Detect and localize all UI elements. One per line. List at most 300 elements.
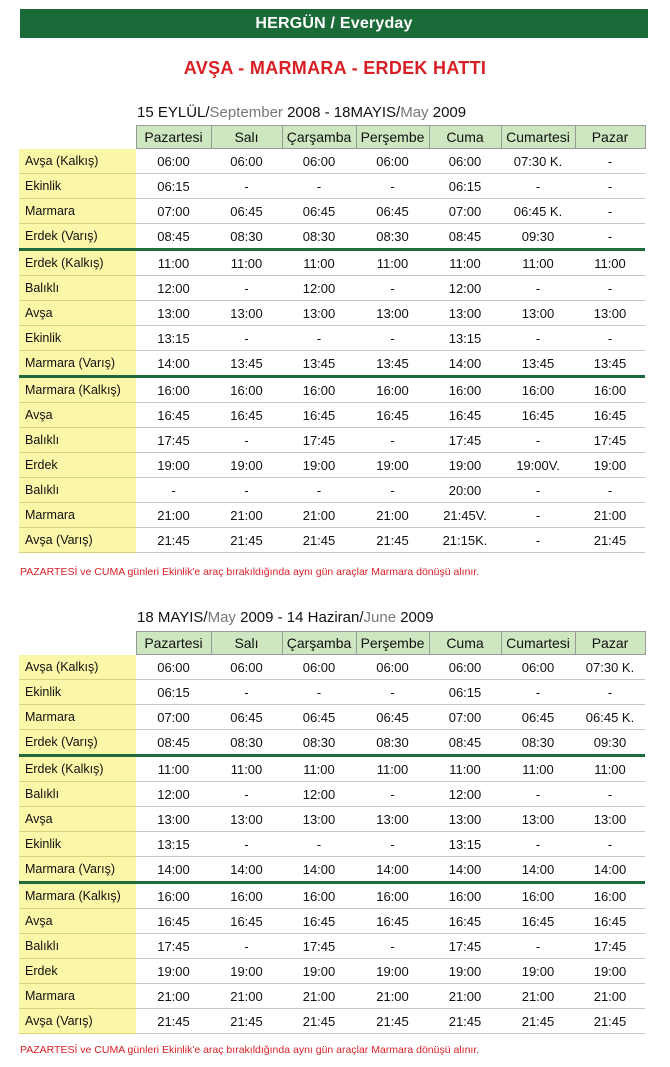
time-cell: 06:15 (429, 174, 501, 199)
time-cell: 19:00 (356, 453, 429, 478)
time-cell: 21:45V. (429, 503, 501, 528)
table-row (19, 756, 645, 782)
time-cell: 06:00 (136, 149, 211, 174)
footnote-2: PAZARTESİ ve CUMA günleri Ekinlik'e araç bırakıldığında aynı gün araçlar Marmara dönüşü alınır. (20, 1044, 480, 1056)
time-cell: 06:45 (211, 199, 282, 224)
time-cell: 11:00 (136, 250, 211, 276)
stop-name: Erdek (Kalkış) (19, 756, 136, 782)
time-cell: 16:00 (575, 377, 645, 403)
table-row (19, 199, 645, 224)
time-cell: 21:00 (211, 503, 282, 528)
time-cell: 06:15 (136, 174, 211, 199)
time-cell: 21:00 (501, 984, 575, 1009)
time-cell: 11:00 (211, 756, 282, 782)
table-row (19, 1009, 645, 1034)
time-cell: 16:00 (282, 883, 356, 909)
day-header: Pazar (575, 632, 645, 655)
time-cell: 16:45 (136, 403, 211, 428)
table-row (19, 934, 645, 959)
time-cell: 12:00 (282, 276, 356, 301)
time-cell: 21:45 (356, 1009, 429, 1034)
stop-name: Erdek (Varış) (19, 730, 136, 756)
time-cell: - (575, 782, 645, 807)
time-cell: 08:30 (356, 730, 429, 756)
time-cell: 11:00 (282, 250, 356, 276)
time-cell: 19:00 (575, 959, 645, 984)
period-text: 15 EYLÜL/ (137, 104, 210, 121)
time-cell: 13:00 (356, 807, 429, 832)
time-cell: 11:00 (211, 250, 282, 276)
time-cell: 13:15 (136, 832, 211, 857)
time-cell: 17:45 (429, 934, 501, 959)
time-cell: 16:45 (575, 403, 645, 428)
stop-name: Balıklı (19, 276, 136, 301)
time-cell: 07:00 (429, 705, 501, 730)
day-header: Cumartesi (501, 632, 575, 655)
stop-name: Avşa (19, 807, 136, 832)
time-cell: 14:00 (429, 857, 501, 883)
day-header: Perşembe (356, 126, 429, 149)
stop-name: Marmara (19, 984, 136, 1009)
time-cell: - (501, 428, 575, 453)
time-cell: - (575, 832, 645, 857)
table-row (19, 149, 645, 174)
time-cell: - (356, 326, 429, 351)
table-row (19, 959, 645, 984)
time-cell: 21:00 (356, 503, 429, 528)
table-row (19, 428, 645, 453)
time-cell: - (575, 174, 645, 199)
time-cell: 11:00 (356, 756, 429, 782)
time-cell: - (501, 174, 575, 199)
time-cell: 16:45 (211, 403, 282, 428)
time-cell: - (211, 326, 282, 351)
time-cell: 19:00 (136, 453, 211, 478)
time-cell: 19:00 (282, 959, 356, 984)
time-cell: 19:00 (429, 453, 501, 478)
stop-name: Ekinlik (19, 326, 136, 351)
time-cell: 13:45 (211, 351, 282, 377)
time-cell: 21:00 (136, 503, 211, 528)
time-cell: 16:00 (356, 883, 429, 909)
time-cell: 14:00 (575, 857, 645, 883)
table-row (19, 730, 645, 756)
table-row (19, 807, 645, 832)
time-cell: 11:00 (575, 250, 645, 276)
stop-name: Balıklı (19, 782, 136, 807)
time-cell: 11:00 (356, 250, 429, 276)
time-cell: 06:00 (282, 149, 356, 174)
time-cell: 08:30 (282, 730, 356, 756)
time-cell: 13:00 (136, 301, 211, 326)
time-cell: 16:00 (211, 883, 282, 909)
table-row (19, 528, 645, 553)
stop-name: Balıklı (19, 934, 136, 959)
day-header: Cuma (429, 632, 501, 655)
time-cell: 11:00 (136, 756, 211, 782)
time-cell: 21:45 (282, 1009, 356, 1034)
time-cell: 06:45 (282, 705, 356, 730)
time-cell: 16:45 (136, 909, 211, 934)
time-cell: 14:00 (356, 857, 429, 883)
time-cell: 12:00 (136, 782, 211, 807)
time-cell: 16:00 (211, 377, 282, 403)
time-cell: 17:45 (282, 934, 356, 959)
time-cell: 21:00 (356, 984, 429, 1009)
table-row (19, 857, 645, 883)
table-row (19, 250, 645, 276)
time-cell: - (282, 174, 356, 199)
stop-name: Avşa (Kalkış) (19, 655, 136, 680)
time-cell: 16:00 (282, 377, 356, 403)
time-cell: 16:00 (501, 883, 575, 909)
header-corner (19, 632, 136, 655)
time-cell: 21:45 (211, 1009, 282, 1034)
stop-name: Avşa (Varış) (19, 528, 136, 553)
day-header: Çarşamba (282, 126, 356, 149)
table-row (19, 478, 645, 503)
table-row (19, 655, 645, 680)
time-cell: 16:00 (575, 883, 645, 909)
header-corner (19, 126, 136, 149)
time-cell: - (211, 782, 282, 807)
table-row (19, 984, 645, 1009)
time-cell: 16:45 (282, 909, 356, 934)
stop-name: Marmara (19, 199, 136, 224)
time-cell: 13:00 (282, 301, 356, 326)
table-row (19, 680, 645, 705)
time-cell: 06:45 K. (501, 199, 575, 224)
time-cell: 13:00 (136, 807, 211, 832)
time-cell: 06:15 (429, 680, 501, 705)
time-cell: 21:45 (501, 1009, 575, 1034)
time-cell: 17:45 (282, 428, 356, 453)
time-cell: 16:45 (429, 403, 501, 428)
time-cell: - (501, 528, 575, 553)
time-cell: 13:00 (429, 807, 501, 832)
period-text-en: June (363, 609, 397, 626)
stop-name: Ekinlik (19, 832, 136, 857)
time-cell: 21:45 (356, 528, 429, 553)
period-text-en: May (400, 104, 429, 121)
time-cell: 06:00 (429, 149, 501, 174)
time-cell: - (282, 326, 356, 351)
time-cell: - (501, 326, 575, 351)
time-cell: 16:00 (136, 377, 211, 403)
time-cell: 21:45 (136, 528, 211, 553)
header-row (19, 632, 645, 655)
stop-name: Marmara (19, 503, 136, 528)
time-cell: 21:45 (575, 1009, 645, 1034)
period-text-en: May (207, 609, 236, 626)
time-cell: 12:00 (429, 276, 501, 301)
time-cell: 21:45 (136, 1009, 211, 1034)
time-cell: 11:00 (429, 250, 501, 276)
time-cell: 06:00 (429, 655, 501, 680)
table-row (19, 832, 645, 857)
table-row (19, 503, 645, 528)
time-cell: 13:45 (575, 351, 645, 377)
time-cell: 16:00 (501, 377, 575, 403)
stop-name: Balıklı (19, 428, 136, 453)
time-cell: 11:00 (429, 756, 501, 782)
route-title: AVŞA - MARMARA - ERDEK HATTI (183, 58, 487, 78)
day-header: Pazartesi (136, 126, 211, 149)
time-cell: - (575, 326, 645, 351)
time-cell: 13:00 (211, 807, 282, 832)
time-cell: - (211, 478, 282, 503)
time-cell: - (501, 478, 575, 503)
time-cell: - (356, 478, 429, 503)
time-cell: 06:45 (501, 705, 575, 730)
time-cell: - (356, 782, 429, 807)
time-cell: - (211, 832, 282, 857)
time-cell: 13:15 (429, 832, 501, 857)
time-cell: 11:00 (501, 250, 575, 276)
time-cell: 13:00 (356, 301, 429, 326)
time-cell: 14:00 (136, 351, 211, 377)
time-cell: - (356, 428, 429, 453)
time-cell: 19:00 (211, 453, 282, 478)
time-cell: 19:00 (429, 959, 501, 984)
time-cell: 08:45 (136, 730, 211, 756)
time-cell: 08:30 (211, 224, 282, 250)
time-cell: - (575, 199, 645, 224)
stop-name: Erdek (Kalkış) (19, 250, 136, 276)
time-cell: 09:30 (575, 730, 645, 756)
time-cell: 21:45 (575, 528, 645, 553)
header-row (19, 126, 645, 149)
stop-name: Ekinlik (19, 680, 136, 705)
stop-name: Ekinlik (19, 174, 136, 199)
table-row (19, 224, 645, 250)
time-cell: 14:00 (282, 857, 356, 883)
stop-name: Avşa (19, 403, 136, 428)
time-cell: 21:00 (429, 984, 501, 1009)
stop-name: Marmara (Kalkış) (19, 883, 136, 909)
time-cell: 06:45 (356, 705, 429, 730)
period-text: 2009 (396, 609, 434, 626)
time-cell: 14:00 (211, 857, 282, 883)
time-cell: 21:45 (211, 528, 282, 553)
time-cell: 07:30 K. (501, 149, 575, 174)
time-cell: 19:00 (282, 453, 356, 478)
time-cell: - (211, 934, 282, 959)
table-row (19, 705, 645, 730)
time-cell: 06:45 K. (575, 705, 645, 730)
time-cell: 12:00 (136, 276, 211, 301)
time-cell: 16:00 (429, 377, 501, 403)
time-cell: 08:30 (356, 224, 429, 250)
time-cell: 13:00 (575, 807, 645, 832)
time-cell: - (356, 934, 429, 959)
time-cell: 06:00 (211, 149, 282, 174)
time-cell: 17:45 (429, 428, 501, 453)
time-cell: 21:00 (211, 984, 282, 1009)
time-cell: 08:30 (211, 730, 282, 756)
time-cell: 17:45 (575, 934, 645, 959)
time-cell: 16:45 (501, 403, 575, 428)
time-cell: 13:45 (282, 351, 356, 377)
time-cell: 16:00 (429, 883, 501, 909)
time-cell: 21:00 (575, 503, 645, 528)
period-text-en: September (209, 104, 283, 121)
time-cell: 13:45 (356, 351, 429, 377)
time-cell: 06:45 (356, 199, 429, 224)
time-cell: 21:00 (282, 984, 356, 1009)
stop-name: Avşa (Kalkış) (19, 149, 136, 174)
time-cell: - (136, 478, 211, 503)
time-cell: 21:00 (136, 984, 211, 1009)
table-row (19, 883, 645, 909)
time-cell: - (356, 832, 429, 857)
time-cell: 07:30 K. (575, 655, 645, 680)
table-row (19, 351, 645, 377)
time-cell: 13:00 (211, 301, 282, 326)
day-header: Salı (211, 632, 282, 655)
time-cell: 06:00 (356, 149, 429, 174)
time-cell: 13:00 (429, 301, 501, 326)
time-cell: 11:00 (282, 756, 356, 782)
time-cell: - (575, 224, 645, 250)
time-cell: 08:45 (136, 224, 211, 250)
stop-name: Marmara (Kalkış) (19, 377, 136, 403)
time-cell: 19:00 (501, 959, 575, 984)
time-cell: - (356, 680, 429, 705)
stop-name: Avşa (19, 909, 136, 934)
time-cell: 06:45 (282, 199, 356, 224)
time-cell: 08:45 (429, 730, 501, 756)
time-cell: 16:45 (211, 909, 282, 934)
time-cell: - (211, 680, 282, 705)
table-row (19, 782, 645, 807)
time-cell: - (501, 680, 575, 705)
time-cell: - (501, 934, 575, 959)
time-cell: - (575, 680, 645, 705)
table-row (19, 909, 645, 934)
table-row (19, 453, 645, 478)
time-cell: 19:00 (575, 453, 645, 478)
time-cell: - (282, 680, 356, 705)
day-header: Salı (211, 126, 282, 149)
schedule-table-1 (19, 125, 646, 553)
time-cell: - (575, 478, 645, 503)
time-cell: 06:00 (282, 655, 356, 680)
stop-name: Erdek (19, 959, 136, 984)
time-cell: - (575, 276, 645, 301)
time-cell: 06:15 (136, 680, 211, 705)
time-cell: 09:30 (501, 224, 575, 250)
footnote-1: PAZARTESİ ve CUMA günleri Ekinlik'e araç bırakıldığında aynı gün araçlar Marmara dönüşü alınır. (20, 566, 480, 578)
time-cell: 16:45 (501, 909, 575, 934)
day-header: Cuma (429, 126, 501, 149)
table-row (19, 326, 645, 351)
stop-name: Marmara (Varış) (19, 351, 136, 377)
time-cell: 21:45 (429, 1009, 501, 1034)
time-cell: - (211, 276, 282, 301)
time-cell: 17:45 (136, 428, 211, 453)
period-title-2 (137, 609, 434, 626)
time-cell: 13:00 (575, 301, 645, 326)
stop-name: Erdek (19, 453, 136, 478)
time-cell: 13:00 (282, 807, 356, 832)
table-row (19, 174, 645, 199)
day-header: Pazar (575, 126, 645, 149)
time-cell: 16:45 (282, 403, 356, 428)
time-cell: 21:00 (575, 984, 645, 1009)
time-cell: 12:00 (282, 782, 356, 807)
stop-name: Marmara (19, 705, 136, 730)
time-cell: 19:00V. (501, 453, 575, 478)
everyday-banner: HERGÜN / Everyday (20, 9, 648, 38)
table-row (19, 403, 645, 428)
stop-name: Erdek (Varış) (19, 224, 136, 250)
time-cell: 16:00 (356, 377, 429, 403)
time-cell: 17:45 (136, 934, 211, 959)
period-text: 2009 (428, 104, 467, 121)
time-cell: 11:00 (501, 756, 575, 782)
time-cell: 08:45 (429, 224, 501, 250)
time-cell: 08:30 (282, 224, 356, 250)
time-cell: 14:00 (501, 857, 575, 883)
time-cell: 13:45 (501, 351, 575, 377)
period-title-1 (137, 104, 466, 121)
table-row (19, 301, 645, 326)
time-cell: 14:00 (429, 351, 501, 377)
day-header: Perşembe (356, 632, 429, 655)
time-cell: 06:00 (501, 655, 575, 680)
time-cell: - (575, 149, 645, 174)
time-cell: 21:45 (282, 528, 356, 553)
time-cell: - (211, 428, 282, 453)
time-cell: 17:45 (575, 428, 645, 453)
time-cell: 13:00 (501, 807, 575, 832)
time-cell: 06:00 (211, 655, 282, 680)
time-cell: - (501, 832, 575, 857)
period-text: 2008 - 18MAYIS/ (282, 104, 401, 121)
time-cell: 13:00 (501, 301, 575, 326)
time-cell: 06:45 (211, 705, 282, 730)
time-cell: 16:00 (136, 883, 211, 909)
time-cell: 06:00 (356, 655, 429, 680)
stop-name: Avşa (Varış) (19, 1009, 136, 1034)
time-cell: 08:30 (501, 730, 575, 756)
period-text: 2009 - 14 Haziran/ (235, 609, 364, 626)
time-cell: 07:00 (429, 199, 501, 224)
time-cell: - (501, 503, 575, 528)
time-cell: - (501, 276, 575, 301)
stop-name: Marmara (Varış) (19, 857, 136, 883)
table-row (19, 276, 645, 301)
stop-name: Balıklı (19, 478, 136, 503)
time-cell: 20:00 (429, 478, 501, 503)
time-cell: 13:15 (136, 326, 211, 351)
time-cell: - (356, 276, 429, 301)
table-row (19, 377, 645, 403)
time-cell: 19:00 (211, 959, 282, 984)
time-cell: 16:45 (429, 909, 501, 934)
schedule-table-2 (19, 631, 646, 1034)
time-cell: 19:00 (356, 959, 429, 984)
day-header: Cumartesi (501, 126, 575, 149)
time-cell: 16:45 (356, 909, 429, 934)
time-cell: 07:00 (136, 705, 211, 730)
time-cell: 14:00 (136, 857, 211, 883)
time-cell: 06:00 (136, 655, 211, 680)
time-cell: 13:15 (429, 326, 501, 351)
time-cell: 12:00 (429, 782, 501, 807)
time-cell: - (211, 174, 282, 199)
